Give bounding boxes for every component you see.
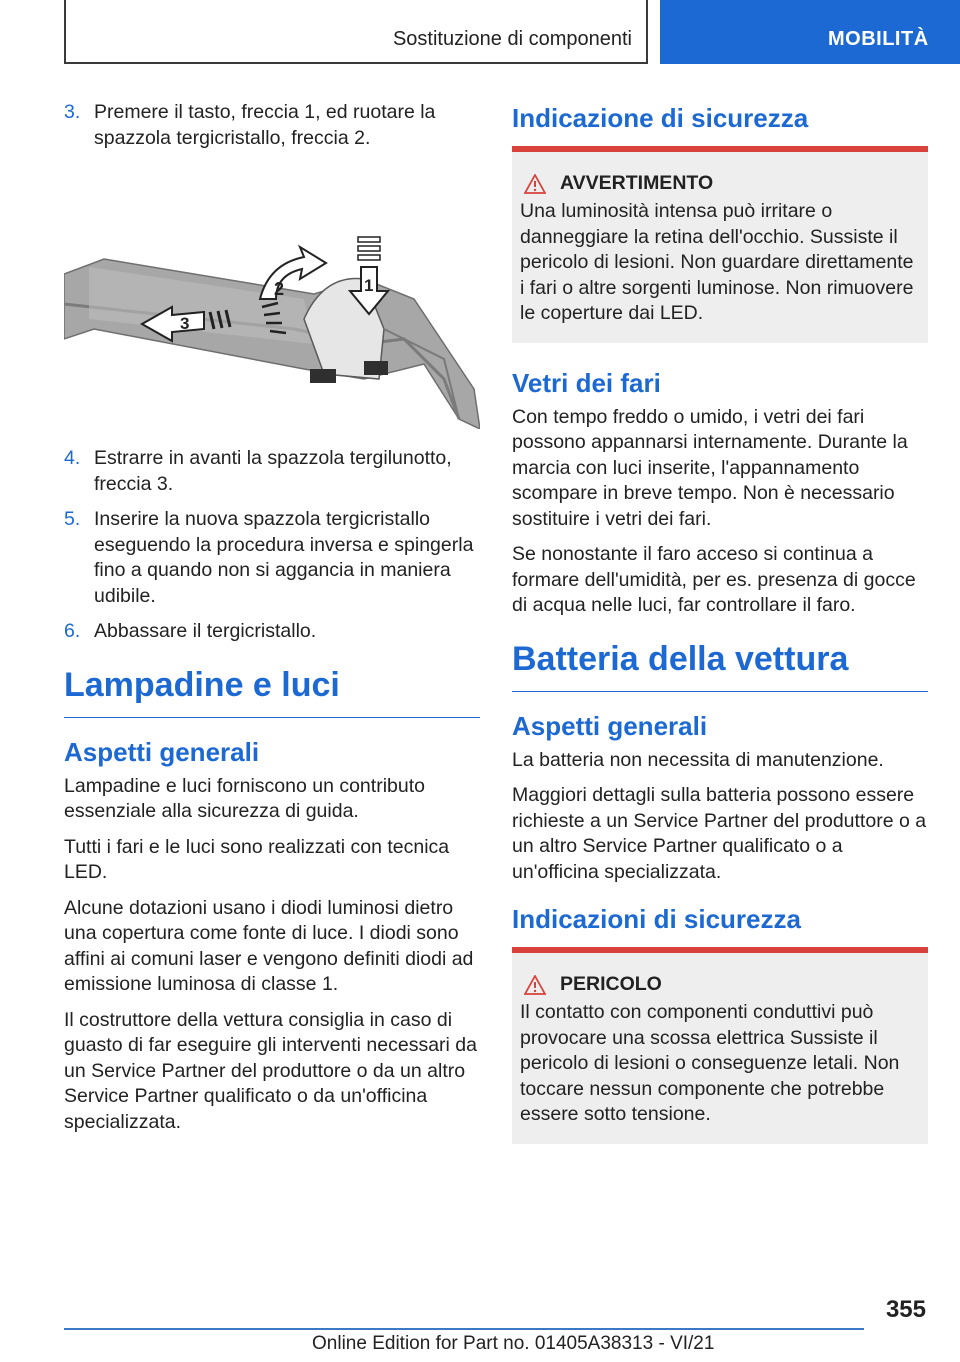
paragraph: Il costruttore della vettura consiglia in caso di guasto di far eseguire gli interventi necessari da un Service Partner del produttore o da un altro Service Partner qualificato o da un'officina specializzata.	[64, 1008, 477, 1133]
paragraph: La batteria non necessita di manutenzione.	[512, 748, 884, 771]
heading-aspetti-generali-batteria: Aspetti generali	[512, 710, 708, 741]
step-number: 6.	[64, 620, 81, 642]
step-text: Inserire la nuova spazzola tergicristallo eseguendo la procedura inversa e spingerla fino a quando non si aggancia in maniera udibile.	[94, 508, 474, 607]
edition-text: Online Edition for Part no. 01405A38313 - VI/21	[312, 1333, 715, 1354]
heading-vetri-fari: Vetri dei fari	[512, 367, 661, 398]
step-item	[64, 619, 480, 645]
chapter-tab[interactable]	[660, 0, 960, 64]
paragraph: Lampadine e luci forniscono un contributo essenziale alla sicurezza di guida.	[64, 774, 425, 822]
paragraph: Tutti i fari e le luci sono realizzati con tecnica LED.	[64, 835, 450, 883]
step-number: 4.	[64, 447, 81, 469]
wiper-blade-illustration	[64, 179, 480, 429]
page-number: 355	[885, 1296, 926, 1323]
step-text: Premere il tasto, freccia 1, ed ruotare la spazzola tergicristallo, freccia 2.	[94, 101, 436, 149]
arrow-3-label: 3	[180, 314, 190, 333]
paragraph: Alcune dotazioni usano i diodi luminosi dietro una copertura come fonte di luce. I diodi sono affini ai comuni laser e vengono definiti diodi ad emissione luminosa di classe 1.	[64, 896, 474, 995]
warning-box-pericolo	[512, 947, 928, 1144]
warning-triangle-icon	[524, 174, 546, 194]
warning-triangle-icon	[524, 975, 546, 995]
right-column	[512, 100, 928, 1168]
heading-indicazione-sicurezza: Indicazione di sicurezza	[512, 103, 809, 133]
header-section-box	[64, 0, 648, 64]
step-item	[64, 507, 480, 609]
arrow-1-label: 1	[364, 276, 374, 295]
step-number: 5.	[64, 508, 81, 530]
heading-aspetti-generali: Aspetti generali	[64, 736, 260, 767]
section-title: Sostituzione di componenti	[392, 28, 632, 50]
step-text: Estrarre in avanti la spazzola tergilunotto, freccia 3.	[94, 447, 452, 495]
footer-divider	[64, 1328, 864, 1330]
paragraph: Con tempo freddo o umido, i vetri dei fari possono appannarsi internamente. Durante la marcia con luci inserite, l'appannamento scompare in breve tempo. Non è necessario sostituire i vetri dei fari.	[512, 405, 908, 530]
step-item	[64, 100, 480, 151]
arrow-2-label: 2	[274, 279, 285, 299]
heading-lampadine: Lampadine e luci	[64, 663, 480, 718]
heading-indicazioni-sicurezza: Indicazioni di sicurezza	[512, 904, 801, 934]
warning-text: Il contatto con componenti conduttivi può provocare una scossa elettrica Sussiste il pericolo di lesioni o conseguenze letali. Non toccare nessun componente che potrebbe essere sotto tensione.	[520, 1001, 900, 1125]
step-text: Abbassare il tergicristallo.	[94, 620, 317, 642]
step-item	[64, 446, 480, 497]
paragraph: Maggiori dettagli sulla batteria possono essere richieste a un Service Partner del produttore o a un altro Service Partner qualificato o a un'officina specializzata.	[512, 784, 927, 883]
left-column	[64, 100, 480, 1145]
warning-title: AVVERTIMENTO	[560, 172, 714, 194]
warning-title: PERICOLO	[560, 973, 662, 995]
step-number: 3.	[64, 101, 81, 123]
heading-batteria: Batteria della vettura	[512, 637, 928, 692]
paragraph: Se nonostante il faro acceso si continua a formare dell'umidità, per es. presenza di gocce di acqua nelle luci, far controllare il faro.	[512, 543, 916, 616]
warning-box-avvertimento	[512, 146, 928, 343]
chapter-label: MOBILITÀ	[828, 28, 929, 50]
warning-text: Una luminosità intensa può irritare o danneggiare la retina dell'occhio. Sussiste il pericolo di lesioni. Non guardare direttamente i fari o altre sorgenti luminose. Non rimuovere le coperture dai LED.	[520, 200, 914, 324]
